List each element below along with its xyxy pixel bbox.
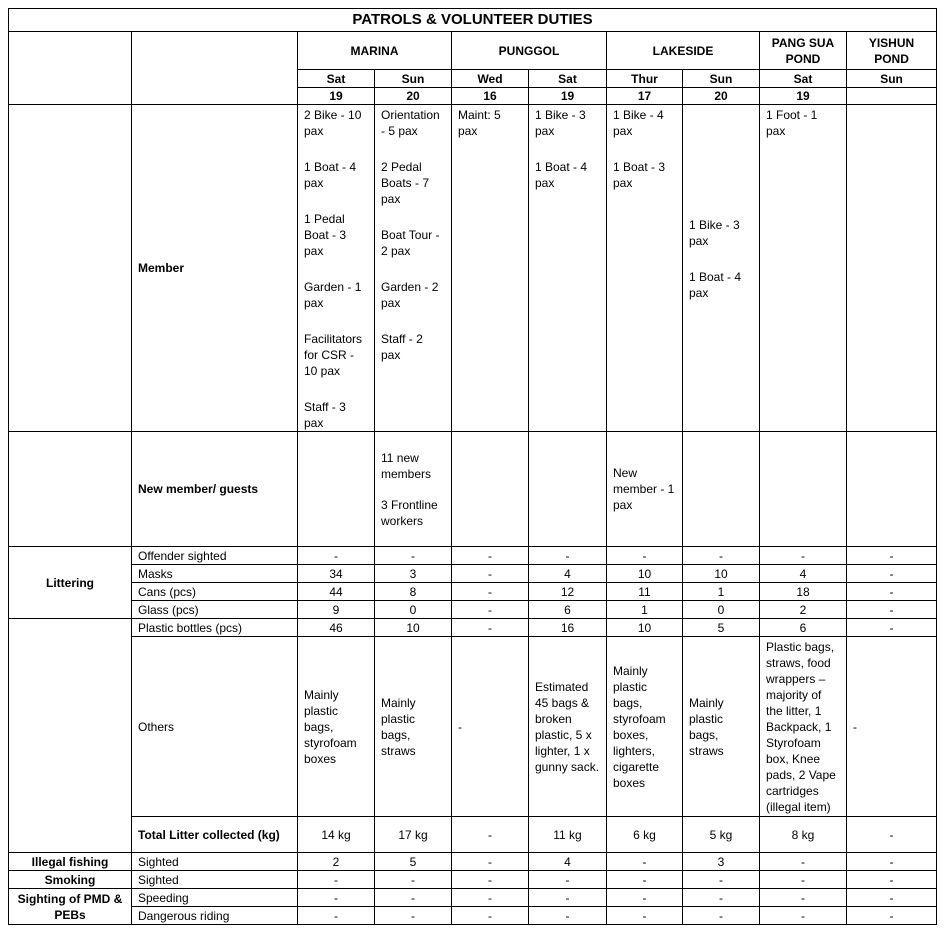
date-cell: 17 bbox=[607, 88, 683, 105]
row-label: Plastic bottles (pcs) bbox=[132, 619, 298, 637]
location-marina: MARINA bbox=[298, 32, 452, 70]
total-cell: 5 kg bbox=[683, 817, 760, 853]
location-yishun-pond: YISHUN POND bbox=[847, 32, 937, 70]
value-cell: 18 bbox=[760, 583, 847, 601]
row-label: Masks bbox=[132, 565, 298, 583]
member-category-blank bbox=[9, 105, 132, 432]
value-cell: 11 bbox=[607, 583, 683, 601]
new-member-cell bbox=[298, 432, 375, 547]
value-cell: - bbox=[847, 889, 937, 907]
member-lakeside-sun bbox=[683, 105, 760, 432]
member-entry: Garden - 2 pax bbox=[381, 280, 439, 310]
row-label: Dangerous riding bbox=[132, 907, 298, 925]
value-cell: - bbox=[607, 907, 683, 925]
value-cell: - bbox=[847, 619, 937, 637]
value-cell: 46 bbox=[298, 619, 375, 637]
value-cell: 9 bbox=[298, 601, 375, 619]
member-entry: Facilitators for CSR - 10 pax bbox=[304, 332, 363, 378]
value-cell: - bbox=[452, 547, 529, 565]
smoking-category: Smoking bbox=[9, 871, 132, 889]
others-cell: Mainly plastic bags, straws bbox=[375, 637, 452, 817]
value-cell: - bbox=[847, 871, 937, 889]
value-cell: - bbox=[452, 619, 529, 637]
new-member-cell bbox=[683, 432, 760, 547]
header-blank-1 bbox=[9, 32, 132, 105]
location-lakeside: LAKESIDE bbox=[607, 32, 760, 70]
member-lakeside-thur bbox=[607, 105, 683, 432]
member-entry: 1 Bike - 4 pax bbox=[613, 108, 664, 138]
value-cell: - bbox=[683, 907, 760, 925]
value-cell: - bbox=[375, 889, 452, 907]
member-entry: 1 Foot - 1 pax bbox=[766, 108, 818, 138]
value-cell: - bbox=[452, 583, 529, 601]
day-cell: Sun bbox=[375, 70, 452, 88]
day-cell: Sun bbox=[847, 70, 937, 88]
value-cell: 2 bbox=[298, 853, 375, 871]
value-cell: 6 bbox=[760, 619, 847, 637]
value-cell: 10 bbox=[683, 565, 760, 583]
member-yishun-sun bbox=[847, 105, 937, 432]
total-cell: - bbox=[452, 817, 529, 853]
value-cell: - bbox=[760, 853, 847, 871]
value-cell: - bbox=[760, 907, 847, 925]
value-cell: 1 bbox=[683, 583, 760, 601]
member-entry: 1 Bike - 3 pax bbox=[535, 108, 586, 138]
value-cell: - bbox=[298, 907, 375, 925]
pmd-category: Sighting of PMD & PEBs bbox=[9, 889, 132, 925]
total-cell: 17 kg bbox=[375, 817, 452, 853]
value-cell: - bbox=[683, 889, 760, 907]
row-label: Offender sighted bbox=[132, 547, 298, 565]
header-blank-2 bbox=[132, 32, 298, 105]
value-cell: - bbox=[607, 871, 683, 889]
day-cell: Wed bbox=[452, 70, 529, 88]
new-member-cell bbox=[760, 432, 847, 547]
value-cell: - bbox=[375, 547, 452, 565]
value-cell: - bbox=[452, 565, 529, 583]
day-cell: Sat bbox=[298, 70, 375, 88]
row-label: Cans (pcs) bbox=[132, 583, 298, 601]
total-litter-label: Total Litter collected (kg) bbox=[132, 817, 298, 853]
others-cell: Plastic bags, straws, food wrappers – majority of the litter, 1 Backpack, 1 Styrofoam box, Knee pads, 2 Vape cartridges (illegal item) bbox=[760, 637, 847, 817]
value-cell: 10 bbox=[375, 619, 452, 637]
value-cell: 5 bbox=[375, 853, 452, 871]
value-cell: - bbox=[298, 871, 375, 889]
day-cell: Thur bbox=[607, 70, 683, 88]
value-cell: - bbox=[452, 871, 529, 889]
others-cell: - bbox=[452, 637, 529, 817]
value-cell: 2 bbox=[760, 601, 847, 619]
row-label: Sighted bbox=[132, 871, 298, 889]
value-cell: - bbox=[683, 547, 760, 565]
value-cell: - bbox=[683, 871, 760, 889]
value-cell: - bbox=[607, 853, 683, 871]
value-cell: - bbox=[847, 601, 937, 619]
value-cell: - bbox=[847, 853, 937, 871]
date-cell: 19 bbox=[760, 88, 847, 105]
value-cell: - bbox=[607, 889, 683, 907]
new-member-lakeside-thur: New member - 1 pax bbox=[607, 432, 683, 547]
value-cell: - bbox=[607, 547, 683, 565]
date-cell: 16 bbox=[452, 88, 529, 105]
new-member-cell bbox=[847, 432, 937, 547]
value-cell: - bbox=[529, 907, 607, 925]
value-cell: 3 bbox=[683, 853, 760, 871]
value-cell: 5 bbox=[683, 619, 760, 637]
day-cell: Sat bbox=[760, 70, 847, 88]
member-entry: 1 Boat - 4 pax bbox=[304, 160, 357, 190]
value-cell: 12 bbox=[529, 583, 607, 601]
value-cell: - bbox=[760, 871, 847, 889]
value-cell: - bbox=[529, 547, 607, 565]
value-cell: 4 bbox=[529, 565, 607, 583]
total-cell: - bbox=[847, 817, 937, 853]
value-cell: - bbox=[452, 853, 529, 871]
member-entry: Staff - 2 pax bbox=[381, 332, 423, 362]
value-cell: 10 bbox=[607, 619, 683, 637]
new-member-category-blank bbox=[9, 432, 132, 547]
member-entry: Staff - 3 pax bbox=[304, 400, 346, 430]
value-cell: 8 bbox=[375, 583, 452, 601]
new-member-cell bbox=[529, 432, 607, 547]
value-cell: 1 bbox=[607, 601, 683, 619]
value-cell: - bbox=[298, 889, 375, 907]
table-title: PATROLS & VOLUNTEER DUTIES bbox=[9, 9, 937, 32]
value-cell: 4 bbox=[760, 565, 847, 583]
member-marina-sun bbox=[375, 105, 452, 432]
member-punggol-sat bbox=[529, 105, 607, 432]
value-cell: - bbox=[452, 889, 529, 907]
location-punggol: PUNGGOL bbox=[452, 32, 607, 70]
value-cell: 10 bbox=[607, 565, 683, 583]
location-pang-sua-pond: PANG SUA POND bbox=[760, 32, 847, 70]
litter-detail-category-blank bbox=[9, 619, 132, 853]
member-entry: 1 Pedal Boat - 3 pax bbox=[304, 212, 347, 258]
member-entry: 1 Boat - 3 pax bbox=[613, 160, 666, 190]
total-cell: 11 kg bbox=[529, 817, 607, 853]
member-punggol-wed bbox=[452, 105, 529, 432]
date-cell: 20 bbox=[683, 88, 760, 105]
new-member-entry: 11 new members bbox=[381, 450, 432, 481]
total-cell: 6 kg bbox=[607, 817, 683, 853]
member-marina-sat bbox=[298, 105, 375, 432]
value-cell: - bbox=[529, 871, 607, 889]
value-cell: 44 bbox=[298, 583, 375, 601]
row-label: Sighted bbox=[132, 853, 298, 871]
value-cell: - bbox=[375, 907, 452, 925]
value-cell: 4 bbox=[529, 853, 607, 871]
value-cell: - bbox=[452, 601, 529, 619]
littering-category: Littering bbox=[9, 547, 132, 619]
others-cell: - bbox=[847, 637, 937, 817]
date-cell: 20 bbox=[375, 88, 452, 105]
value-cell: - bbox=[847, 547, 937, 565]
member-entry: 2 Pedal Boats - 7 pax bbox=[381, 160, 430, 206]
date-cell: 19 bbox=[298, 88, 375, 105]
row-label: Speeding bbox=[132, 889, 298, 907]
new-member-cell bbox=[452, 432, 529, 547]
illegal-fishing-category: Illegal fishing bbox=[9, 853, 132, 871]
member-entry: Maint: 5 pax bbox=[458, 108, 501, 138]
member-entry: Boat Tour - 2 pax bbox=[381, 228, 440, 258]
value-cell: - bbox=[375, 871, 452, 889]
total-cell: 14 kg bbox=[298, 817, 375, 853]
value-cell: - bbox=[847, 583, 937, 601]
value-cell: 6 bbox=[529, 601, 607, 619]
value-cell: - bbox=[298, 547, 375, 565]
value-cell: - bbox=[760, 889, 847, 907]
member-entry: 1 Boat - 4 pax bbox=[689, 270, 742, 300]
others-label: Others bbox=[132, 637, 298, 817]
member-pang-sua-sat bbox=[760, 105, 847, 432]
value-cell: - bbox=[847, 565, 937, 583]
others-cell: Estimated 45 bags & broken plastic, 5 x lighter, 1 x gunny sack. bbox=[529, 637, 607, 817]
value-cell: 0 bbox=[683, 601, 760, 619]
member-label: Member bbox=[132, 105, 298, 432]
others-cell: Mainly plastic bags, styrofoam boxes bbox=[298, 637, 375, 817]
value-cell: - bbox=[760, 547, 847, 565]
member-entry: 1 Bike - 3 pax bbox=[689, 218, 740, 248]
member-entry: Garden - 1 pax bbox=[304, 280, 362, 310]
date-cell: 19 bbox=[529, 88, 607, 105]
new-member-marina-sun bbox=[375, 432, 452, 547]
member-entry: Orientation - 5 pax bbox=[381, 108, 440, 138]
value-cell: 34 bbox=[298, 565, 375, 583]
row-label: Glass (pcs) bbox=[132, 601, 298, 619]
date-cell bbox=[847, 88, 937, 105]
member-entry: 2 Bike - 10 pax bbox=[304, 108, 362, 138]
new-member-label: New member/ guests bbox=[132, 432, 298, 547]
day-cell: Sat bbox=[529, 70, 607, 88]
value-cell: - bbox=[529, 889, 607, 907]
value-cell: - bbox=[452, 907, 529, 925]
value-cell: 0 bbox=[375, 601, 452, 619]
day-cell: Sun bbox=[683, 70, 760, 88]
value-cell: 3 bbox=[375, 565, 452, 583]
patrols-table bbox=[8, 8, 937, 925]
others-cell: Mainly plastic bags, styrofoam boxes, lighters, cigarette boxes bbox=[607, 637, 683, 817]
member-entry: 1 Boat - 4 pax bbox=[535, 160, 588, 190]
value-cell: - bbox=[847, 907, 937, 925]
total-cell: 8 kg bbox=[760, 817, 847, 853]
value-cell: 16 bbox=[529, 619, 607, 637]
new-member-entry: 3 Frontline workers bbox=[381, 497, 438, 528]
others-cell: Mainly plastic bags, straws bbox=[683, 637, 760, 817]
